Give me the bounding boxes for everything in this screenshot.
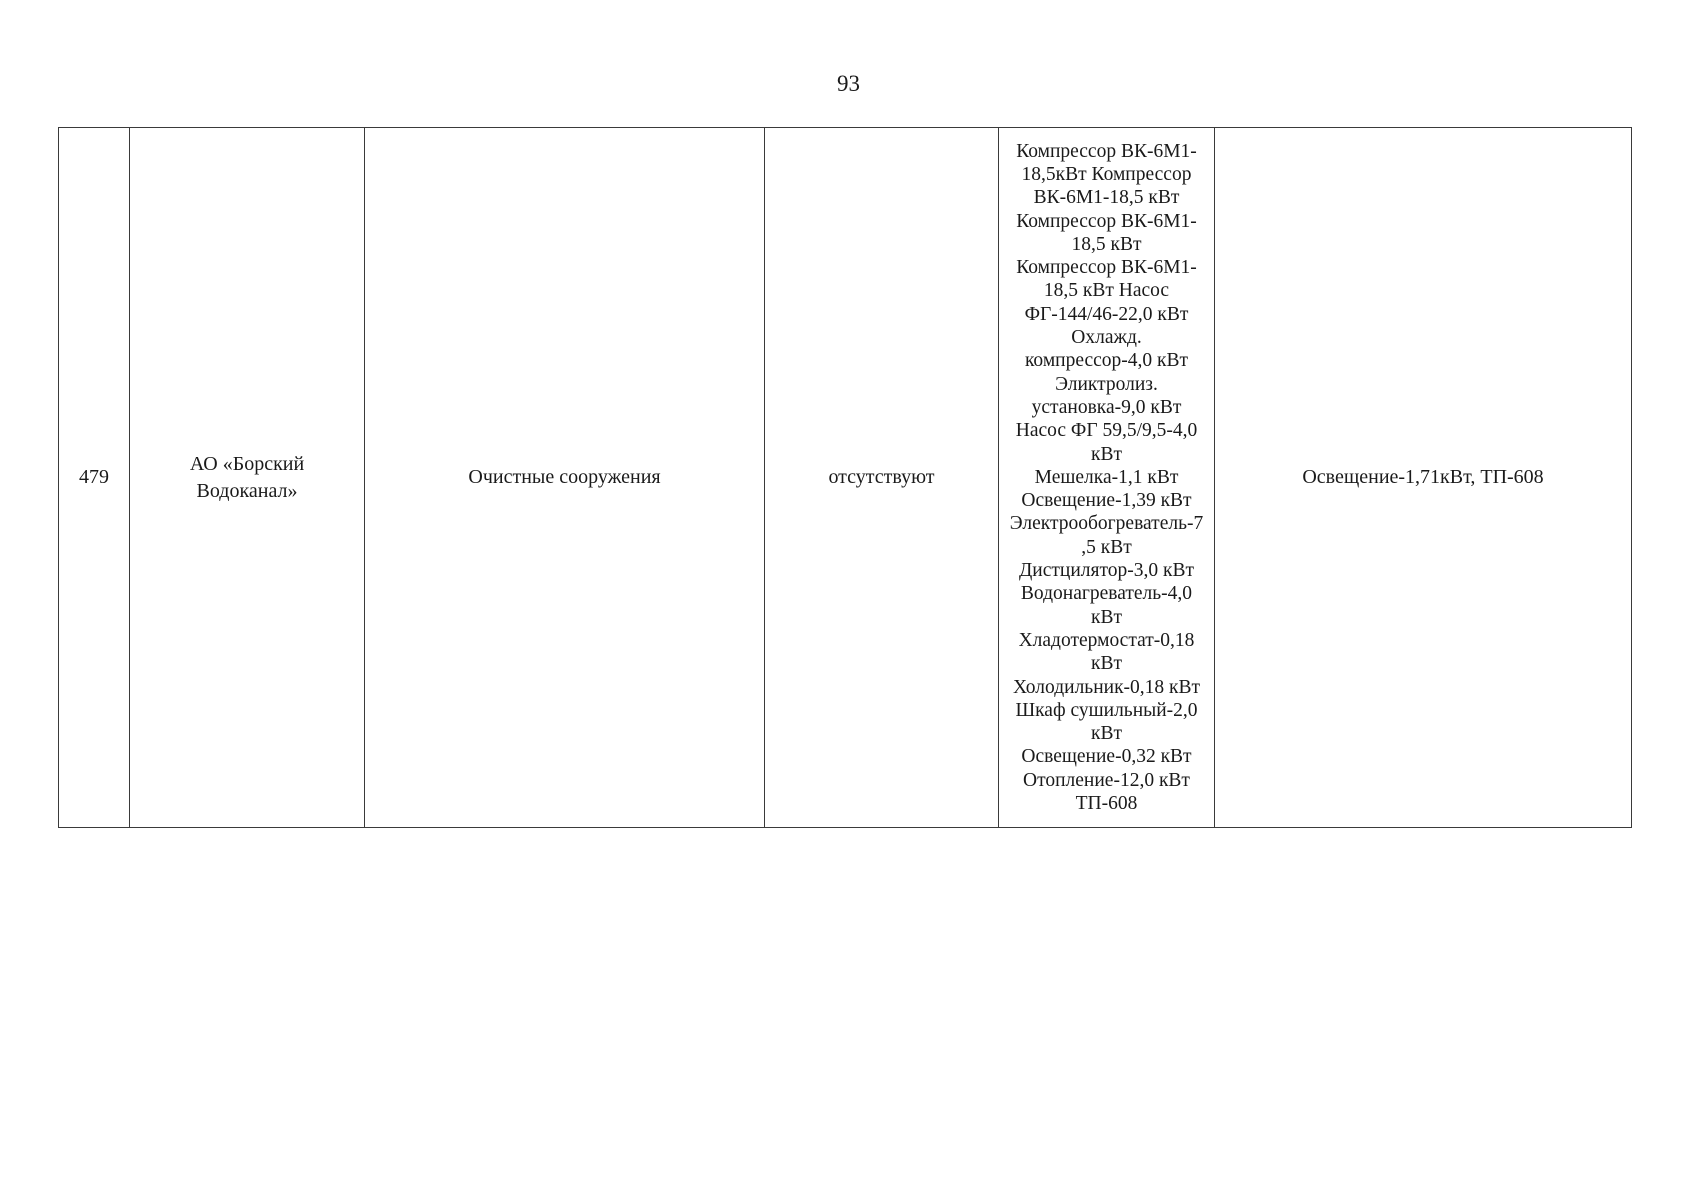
equipment-item: Водонагреватель-4,0 кВт bbox=[1020, 583, 1193, 628]
equipment-item: Холодильник-0,18 кВт bbox=[1012, 676, 1201, 698]
equipment-item: Компрессор ВК-6М1-18,5кВт Компрессор ВК-6М1-18,5 кВт bbox=[1016, 140, 1197, 209]
row-index-cell: 479 bbox=[59, 128, 130, 828]
equipment-cell bbox=[999, 128, 1215, 828]
equipment-item: Освещение-0,32 кВт bbox=[1021, 746, 1192, 768]
equipment-item: Компрессор ВК-6М1-18,5 кВт bbox=[1016, 210, 1197, 255]
equipment-item: Мешелка-1,1 кВт bbox=[1034, 466, 1179, 488]
equipment-item: Насос ФГ 59,5/9,5-4,0 кВт bbox=[1015, 420, 1198, 465]
object-cell: Очистные сооружения bbox=[365, 128, 765, 828]
status-cell: отсутствуют bbox=[765, 128, 999, 828]
page-number: 93 bbox=[837, 71, 860, 96]
data-table bbox=[58, 127, 1632, 828]
organization-cell: АО «Борский Водоканал» bbox=[130, 128, 365, 828]
equipment-item: Отопление-12,0 кВт bbox=[1023, 769, 1190, 791]
equipment-item: Дистцилятор-3,0 кВт bbox=[1019, 560, 1194, 582]
equipment-item: Шкаф сушильный-2,0 кВт bbox=[1015, 699, 1198, 745]
equipment-item: Эликтролиз. установка-9,0 кВт bbox=[1031, 373, 1182, 418]
equipment-item: Охлажд. компрессор-4,0 кВт bbox=[1024, 327, 1189, 372]
equipment-item: Компрессор ВК-6М1-18,5 кВт Насос ФГ-144/46-22,0 кВт bbox=[1016, 257, 1197, 325]
equipment-item: Освещение-1,39 кВт bbox=[1021, 490, 1192, 512]
equipment-item: ТП-608 bbox=[1075, 793, 1138, 814]
equipment-item: Хладотермостат-0,18 кВт bbox=[1018, 629, 1195, 675]
table-row bbox=[59, 128, 1632, 828]
lighting-cell: Освещение-1,71кВт, ТП-608 bbox=[1215, 128, 1632, 828]
equipment-item: Электрообогреватель-7,5 кВт bbox=[1009, 513, 1204, 558]
